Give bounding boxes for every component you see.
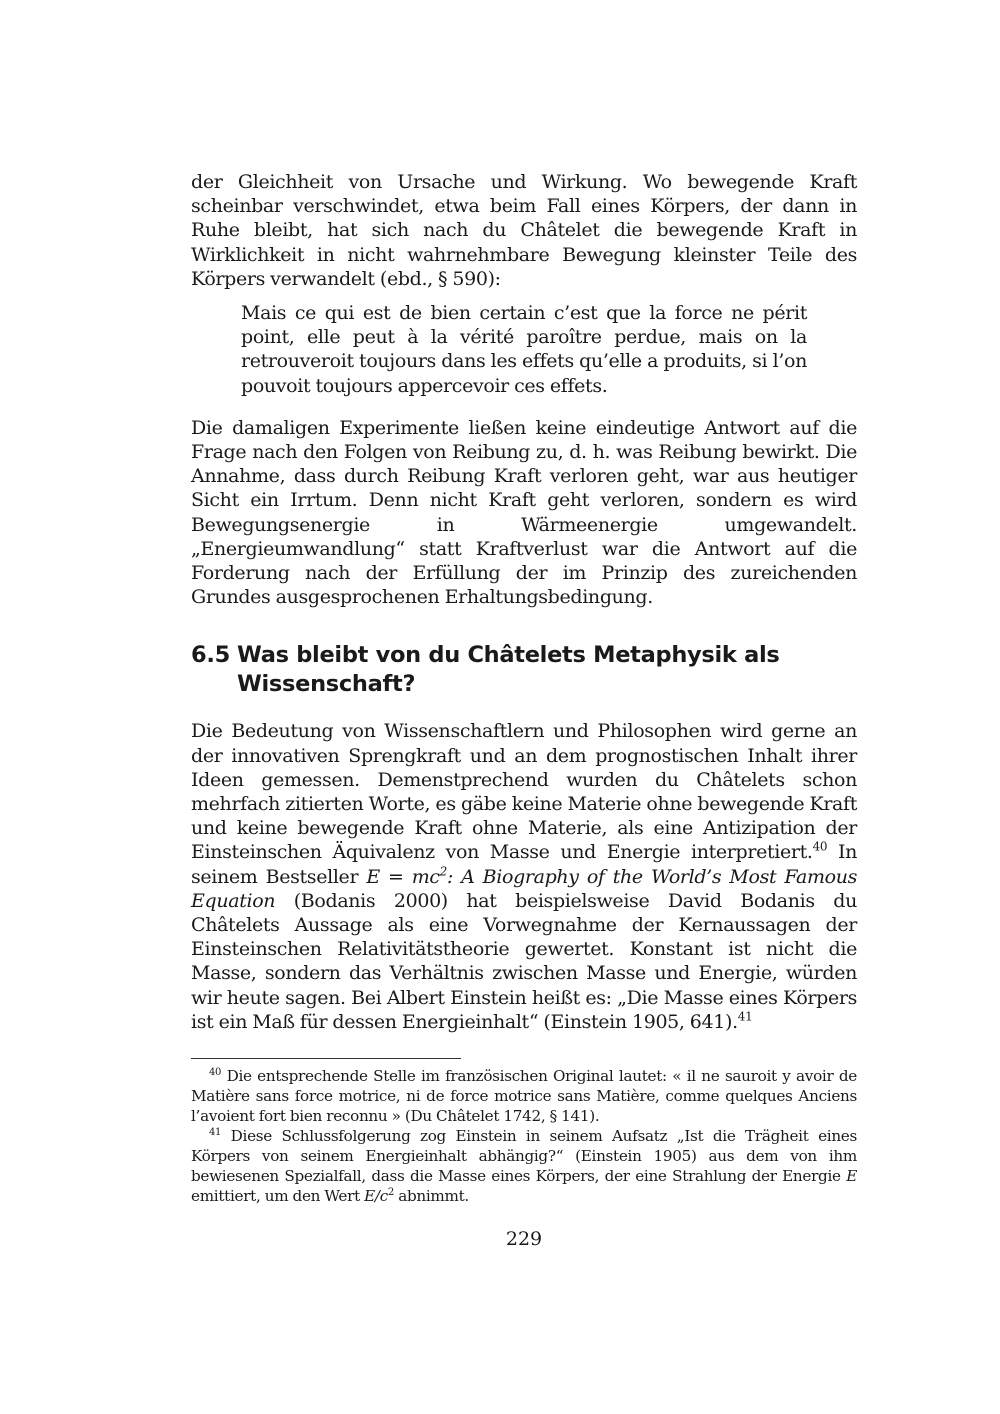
- paragraph-3: [191, 719, 857, 1034]
- section-number: 6.5: [191, 642, 230, 669]
- footnote-41: [191, 1127, 857, 1206]
- paragraph-1: der Gleichheit von Ursache und Wirkung. Wo bewegende Kraft scheinbar verschwindet, etwa beim Fall eines Körpers, der dann in Ruhe bleibt, hat sich nach du Châtelet die bewegende Kraft in Wirklichkeit in nicht wahrnehmbare Bewegung kleinster Teile des Körpers verwandelt (ebd., § 590):: [191, 171, 857, 290]
- footnote-41-number: 41: [209, 1127, 222, 1139]
- footnote-41-var-e: E: [846, 1167, 857, 1186]
- footnote-40-text: Die entsprechende Stelle im französischen Original lautet: « il ne sauroit y avoir de Matière sans force motrice, ni de force motrice sans Matière, comme quelques Anciens l’avoient fort bien reconnu » (Du Châtelet 1742, § 141).: [191, 1067, 857, 1125]
- paragraph-2: Die damaligen Experimente ließen keine eindeutige Antwort auf die Frage nach den Folgen von Reibung zu, d. h. was Reibung bewirkt. Die Annahme, dass durch Reibung Kraft verloren geht, war aus heutiger Sicht ein Irrtum. Denn nicht Kraft geht verloren, sondern es wird Bewegungsenergie in Wärmeenergie umgewandelt. „Energieumwandlung“ statt Kraftverlust war die Antwort auf die Forderung nach der Erfüllung der im Prinzip des zureichenden Grundes ausgesprochenen Erhaltungsbedingung.: [191, 416, 857, 609]
- page-content: [191, 170, 857, 1207]
- quote-text: Mais ce qui est de bien certain c’est que la force ne périt point, elle peut à la vérité paroître perdue, mais on la retrouveroit toujours dans les effets qu’elle a produits, si l’on pouvoit toujours appercevoir ces effets.: [241, 302, 807, 397]
- paragraph-3-part3: (Bodanis 2000) hat beispielsweise David Bodanis du Châtelets Aussage als eine Vorwegnahme der Kernaussagen der Einsteinschen Relativitätstheorie gewertet. Konstant ist nicht die Masse, sondern das Verhältnis zwischen Masse und Energie, würden wir heute sagen. Bei Albert Einstein heißt es: „Die Masse eines Körpers ist ein Maß für dessen Energieinhalt“ (Einstein 1905, 641).: [191, 889, 857, 1033]
- page-number: 229: [505, 1228, 543, 1250]
- footnote-40: [191, 1067, 857, 1126]
- footnote-41-text-c: abnimmt.: [393, 1186, 469, 1205]
- footnote-41-var-ec: E/c: [364, 1186, 388, 1205]
- paragraph-3-part2: In seinem Bestseller: [191, 841, 857, 888]
- footnote-41-exponent: 2: [387, 1186, 394, 1198]
- section-heading: [191, 641, 857, 699]
- footnote-40-number: 40: [209, 1067, 222, 1079]
- footnote-41-text-a: Diese Schlussfolgerung zog Einstein in seinem Aufsatz „Ist die Trägheit eines Körpers von seinem Energieinhalt abhängig?“ (Einstein 1905) aus dem von ihm bewiesenen Spezialfall, dass die Masse eines Körpers, der eine Strahlung der Energie: [191, 1127, 857, 1186]
- section-title: Was bleibt von du Châtelets Metaphysik als Wissenschaft?: [237, 642, 780, 698]
- book-title-exponent: 2: [439, 864, 447, 879]
- book-title-rest: : A Biography of the World’s Most Famous Equation: [191, 865, 857, 912]
- footnote-ref-41[interactable]: 41: [737, 1009, 753, 1024]
- footnote-rule: [191, 1058, 461, 1059]
- book-title-formula: E = mc: [366, 865, 440, 888]
- paragraph-3-part1: Die Bedeutung von Wissenschaftlern und Philosophen wird gerne an der innovativen Sprengkraft und an dem prognostischen Inhalt ihrer Ideen gemessen. Demenstprechend wurden du Châtelets schon mehrfach zitierten Worte, es gäbe keine Materie ohne bewegende Kraft und keine bewegende Kraft ohne Materie, als eine Antizipation der Einsteinschen Äquivalenz von Masse und Energie interpretiert.: [191, 720, 857, 864]
- footnote-ref-40[interactable]: 40: [812, 840, 828, 855]
- block-quote: [241, 301, 807, 398]
- footnote-41-text-b: emittiert, um den Wert: [191, 1186, 365, 1205]
